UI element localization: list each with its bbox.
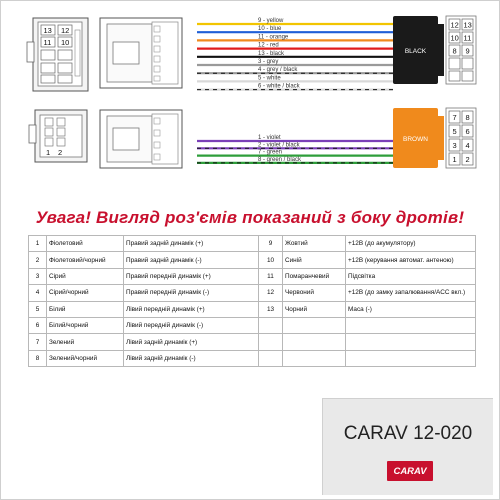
table-cell-c1: Фіолетовий: [47, 236, 124, 252]
table-row: [29, 236, 476, 252]
radio-pin-11: 11: [43, 38, 52, 47]
table-cell-n2: [259, 350, 283, 366]
table-cell-f1: Правий задній динамік (+): [124, 236, 259, 252]
table-cell-n2: 10: [259, 252, 283, 268]
black-wire-label-6: 6 - white / black: [258, 83, 300, 90]
black-wire-label-12: 12 - red: [258, 42, 279, 49]
radio-housing-black: [100, 18, 182, 88]
table-cell-n2: [259, 317, 283, 333]
warning-text: Увага! Вигляд роз'ємів показаний з боку дротів!: [35, 208, 465, 227]
brown-pin-5: 5: [452, 127, 457, 136]
black-pin-11: 11: [463, 33, 472, 43]
brown-pin-7: 7: [452, 113, 457, 122]
radio-pin-12: 12: [61, 26, 70, 35]
table-cell-c2: [283, 350, 346, 366]
brown-pin-8: 8: [465, 113, 470, 122]
black-pin-13: 13: [463, 20, 472, 30]
brown-pin-6: 6: [465, 127, 470, 136]
table-cell-c1: Зелений: [47, 334, 124, 350]
black-connector-pinout: [446, 16, 476, 84]
radio-housing-brown: [100, 110, 182, 168]
table-row: [29, 350, 476, 366]
radio-pin-2: 2: [58, 148, 63, 157]
table-cell-c1: Білий/чорний: [47, 317, 124, 333]
table-row: [29, 268, 476, 284]
table-cell-n1: 2: [29, 252, 47, 268]
table-cell-n1: 3: [29, 268, 47, 284]
black-connector-label: BLACK: [404, 48, 427, 55]
table-cell-c2: [283, 334, 346, 350]
table-cell-f1: Лівий задній динамік (+): [124, 334, 259, 350]
table-cell-n1: 5: [29, 301, 47, 317]
brown-pin-4: 4: [465, 141, 470, 150]
radio-pin-1: 1: [46, 148, 51, 157]
table-cell-n1: 7: [29, 334, 47, 350]
radio-connector-b: [29, 110, 87, 162]
brown-wire-label-1: 1 - violet: [258, 135, 281, 141]
brown-wire-label-2: 2 - violet / black: [258, 142, 300, 149]
table-cell-f1: Правий передній динамік (+): [124, 268, 259, 284]
black-wire-label-3: 3 - grey: [258, 59, 279, 65]
table-cell-f2: +12В (до акумулятору): [346, 236, 476, 252]
black-pin-10: 10: [450, 33, 459, 43]
table-cell-f2: [346, 334, 476, 350]
table-cell-c2: [283, 317, 346, 333]
table-cell-n1: 4: [29, 285, 47, 301]
table-cell-n1: 6: [29, 317, 47, 333]
table-row: [29, 252, 476, 268]
wires-brown: [197, 135, 393, 163]
table-row: [29, 317, 476, 333]
table-cell-f2: [346, 350, 476, 366]
table-cell-c1: Зелений/чорний: [47, 350, 124, 366]
black-wire-label-4: 4 - grey / black: [258, 67, 298, 74]
table-cell-c1: Сірий/чорний: [47, 285, 124, 301]
table-cell-f1: Лівий задній динамік (-): [124, 350, 259, 366]
table-cell-f1: Правий задній динамік (-): [124, 252, 259, 268]
radio-pin-13: 13: [43, 26, 52, 35]
brown-wire-label-7: 7 - green: [258, 149, 283, 156]
table-cell-n2: 11: [259, 268, 283, 284]
black-wire-label-13: 13 - black: [258, 50, 285, 57]
brown-connector: [393, 108, 444, 168]
brown-pin-3: 3: [452, 141, 457, 150]
radio-pin-10: 10: [61, 38, 70, 47]
black-wire-label-9: 9 - yellow: [258, 18, 284, 24]
table-cell-c1: Сірий: [47, 268, 124, 284]
wires-black: [197, 18, 393, 90]
table-row: [29, 301, 476, 317]
table-cell-c2: Жовтий: [283, 236, 346, 252]
brown-pin-2: 2: [465, 155, 470, 164]
black-pin-12: 12: [450, 20, 459, 30]
table-cell-c2: Червоний: [283, 285, 346, 301]
table-cell-n1: 1: [29, 236, 47, 252]
table-cell-f2: Маса (-): [346, 301, 476, 317]
product-box: [322, 398, 493, 495]
black-wire-label-5: 5 - white: [258, 75, 281, 82]
table-cell-f2: +12В (керування автомат. антеною): [346, 252, 476, 268]
table-cell-c1: Білий: [47, 301, 124, 317]
table-cell-n2: 13: [259, 301, 283, 317]
table-cell-n1: 8: [29, 350, 47, 366]
black-connector: [393, 16, 444, 84]
wiring-diagram: [0, 0, 500, 200]
table-row: [29, 285, 476, 301]
table-row: [29, 334, 476, 350]
table-cell-f2: Підсвітка: [346, 268, 476, 284]
brown-connector-label: BROWN: [403, 136, 428, 143]
black-wire-label-10: 10 - blue: [258, 26, 282, 33]
table-cell-f1: Лівий передній динамік (-): [124, 317, 259, 333]
table-cell-f2: [346, 317, 476, 333]
table-cell-f1: Правий передній динамік (-): [124, 285, 259, 301]
table-cell-f1: Лівий передній динамік (+): [124, 301, 259, 317]
table-cell-c1: Фіолетовий/чорний: [47, 252, 124, 268]
table-cell-n2: [259, 334, 283, 350]
brown-wire-label-8: 8 - green / black: [258, 156, 302, 163]
table-cell-c2: Синій: [283, 252, 346, 268]
table-cell-c2: Помаранчевий: [283, 268, 346, 284]
table-cell-f2: +12В (до замку запалювання/ACC вкл.): [346, 285, 476, 301]
brown-pin-1: 1: [452, 155, 457, 164]
table-cell-n2: 9: [259, 236, 283, 252]
table-cell-c2: Чорний: [283, 301, 346, 317]
black-pin-9: 9: [465, 46, 470, 56]
product-model: CARAV 12-020: [343, 423, 473, 444]
pin-table: [28, 235, 476, 367]
brown-connector-pinout: [446, 108, 476, 168]
radio-connector-a: [27, 18, 88, 91]
black-pin-8: 8: [452, 46, 457, 56]
table-cell-n2: 12: [259, 285, 283, 301]
brand-logo: CARAV: [387, 461, 433, 481]
black-wire-label-11: 11 - orange: [258, 34, 289, 41]
